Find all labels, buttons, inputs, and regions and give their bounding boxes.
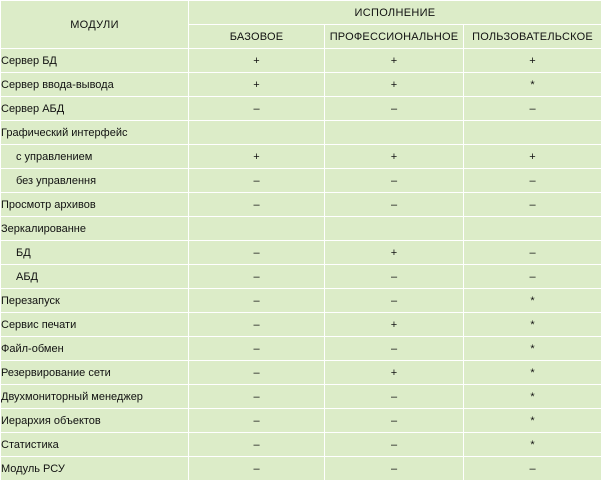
value-custom: * xyxy=(464,433,601,457)
module-name: без управлення xyxy=(1,169,189,193)
value-professional: – xyxy=(325,289,464,313)
table-row xyxy=(1,409,601,433)
value-custom xyxy=(464,121,601,145)
value-professional: – xyxy=(325,169,464,193)
value-custom: * xyxy=(464,73,601,97)
module-name: Перезапуск xyxy=(1,289,189,313)
value-basic: – xyxy=(189,385,325,409)
table-row xyxy=(1,337,601,361)
value-custom: + xyxy=(464,49,601,73)
value-basic: + xyxy=(189,73,325,97)
table-row xyxy=(1,169,601,193)
value-professional: + xyxy=(325,241,464,265)
table-row xyxy=(1,121,601,145)
table-row xyxy=(1,193,601,217)
value-professional: + xyxy=(325,145,464,169)
table-row xyxy=(1,289,601,313)
value-custom: * xyxy=(464,289,601,313)
value-basic: – xyxy=(189,313,325,337)
table-row xyxy=(1,313,601,337)
value-professional: – xyxy=(325,433,464,457)
value-professional: – xyxy=(325,193,464,217)
table-row xyxy=(1,385,601,409)
value-custom: * xyxy=(464,385,601,409)
header-edition-professional: ПРОФЕССИОНАЛЬНОЕ xyxy=(325,25,464,49)
module-name: Просмотр архивов xyxy=(1,193,189,217)
value-professional: – xyxy=(325,337,464,361)
value-custom: – xyxy=(464,97,601,121)
header-edition-custom: ПОЛЬЗОВАТЕЛЬСКОЕ xyxy=(464,25,601,49)
module-name: с управлением xyxy=(1,145,189,169)
value-professional: + xyxy=(325,313,464,337)
value-custom: * xyxy=(464,337,601,361)
module-name: Графический интерфейс xyxy=(1,121,189,145)
module-name: БД xyxy=(1,241,189,265)
value-professional: + xyxy=(325,361,464,385)
value-basic: + xyxy=(189,49,325,73)
value-custom: – xyxy=(464,457,601,481)
value-basic xyxy=(189,217,325,241)
table-row xyxy=(1,73,601,97)
header-edition-basic: БАЗОВОЕ xyxy=(189,25,325,49)
value-basic: – xyxy=(189,97,325,121)
value-professional: – xyxy=(325,97,464,121)
value-custom: * xyxy=(464,361,601,385)
module-name: Иерархия объектов xyxy=(1,409,189,433)
value-custom: – xyxy=(464,265,601,289)
value-custom: + xyxy=(464,145,601,169)
table-row xyxy=(1,49,601,73)
value-professional xyxy=(325,217,464,241)
value-basic: – xyxy=(189,193,325,217)
table-row xyxy=(1,265,601,289)
table-row xyxy=(1,217,601,241)
table-row xyxy=(1,241,601,265)
table-row xyxy=(1,457,601,481)
value-basic: – xyxy=(189,361,325,385)
value-basic: – xyxy=(189,433,325,457)
module-name: Сервис печати xyxy=(1,313,189,337)
value-professional: – xyxy=(325,265,464,289)
table-row xyxy=(1,145,601,169)
module-name: Файл-обмен xyxy=(1,337,189,361)
value-custom: * xyxy=(464,409,601,433)
header-modules: МОДУЛИ xyxy=(1,1,189,49)
module-name: Резервирование сети xyxy=(1,361,189,385)
value-professional: – xyxy=(325,457,464,481)
value-custom xyxy=(464,217,601,241)
table-row xyxy=(1,361,601,385)
value-basic: – xyxy=(189,241,325,265)
value-basic: – xyxy=(189,289,325,313)
value-custom: * xyxy=(464,313,601,337)
value-professional: + xyxy=(325,49,464,73)
module-name: АБД xyxy=(1,265,189,289)
table-row xyxy=(1,433,601,457)
value-basic: + xyxy=(189,145,325,169)
value-professional xyxy=(325,121,464,145)
value-professional: + xyxy=(325,73,464,97)
module-name: Сервер ввода-вывода xyxy=(1,73,189,97)
module-name: Сервер БД xyxy=(1,49,189,73)
value-professional: – xyxy=(325,385,464,409)
value-custom: – xyxy=(464,193,601,217)
table-row xyxy=(1,97,601,121)
module-name: Модуль РСУ xyxy=(1,457,189,481)
module-name: Двухмониторный менеджер xyxy=(1,385,189,409)
value-basic: – xyxy=(189,457,325,481)
value-basic: – xyxy=(189,337,325,361)
module-name: Статистика xyxy=(1,433,189,457)
value-basic: – xyxy=(189,409,325,433)
module-name: Зеркалированне xyxy=(1,217,189,241)
value-custom: – xyxy=(464,169,601,193)
value-custom: – xyxy=(464,241,601,265)
value-basic xyxy=(189,121,325,145)
value-professional: – xyxy=(325,409,464,433)
value-basic: – xyxy=(189,169,325,193)
value-basic: – xyxy=(189,265,325,289)
header-execution: ИСПОЛНЕНИЕ xyxy=(189,1,601,25)
module-name: Сервер АБД xyxy=(1,97,189,121)
